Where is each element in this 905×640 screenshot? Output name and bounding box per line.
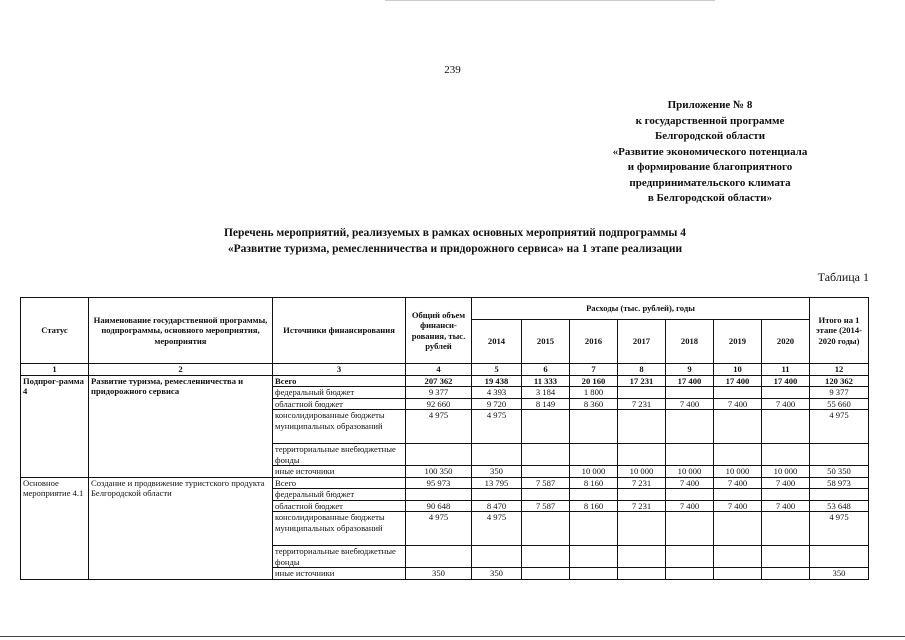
year-cell: 7 400 — [666, 500, 714, 512]
column-number: 2 — [89, 364, 273, 376]
year-cell — [522, 512, 570, 546]
year-cell — [762, 546, 810, 568]
year-cell — [762, 512, 810, 546]
year-cell: 7 231 — [618, 500, 666, 512]
appendix-line: Белгородской области — [654, 130, 766, 142]
year-cell — [522, 466, 570, 478]
year-cell — [666, 444, 714, 466]
year-cell: 7 587 — [522, 477, 570, 489]
year-cell: 9 720 — [472, 398, 522, 410]
total-cell: 207 362 — [406, 375, 472, 387]
year-cell — [570, 410, 618, 444]
stage-cell — [810, 546, 869, 568]
year-cell: 3 184 — [522, 387, 570, 399]
appendix-line: предпринимательского климата — [629, 176, 791, 189]
year-cell — [570, 512, 618, 546]
year-cell — [762, 444, 810, 466]
scan-edge-bottom — [0, 636, 905, 637]
year-cell: 10 000 — [762, 466, 810, 478]
year-cell: 4 393 — [472, 387, 522, 399]
year-cell — [666, 512, 714, 546]
source-cell: консолидированные бюджеты муниципальных образований — [273, 410, 406, 444]
header-name: Наименование государственной программы, подпрограммы, основного мероприятия, мероприятия — [89, 298, 273, 364]
table-row — [21, 477, 869, 489]
year-cell: 10 000 — [570, 466, 618, 478]
year-cell: 8 360 — [570, 398, 618, 410]
year-cell — [666, 387, 714, 399]
header-status: Статус — [21, 298, 89, 364]
stage-cell: 4 975 — [810, 410, 869, 444]
year-cell: 10 000 — [618, 466, 666, 478]
status-cell: Основное мероприятие 4.1 — [21, 477, 89, 579]
total-cell: 350 — [406, 568, 472, 580]
year-cell — [472, 546, 522, 568]
header-stage-total: Итого на 1 этапе (2014-2020 годы) — [810, 298, 869, 364]
total-cell: 92 660 — [406, 398, 472, 410]
year-cell — [714, 489, 762, 501]
column-number-row — [21, 364, 869, 376]
source-cell: федеральный бюджет — [273, 489, 406, 501]
source-cell: консолидированные бюджеты муниципальных образований — [273, 512, 406, 546]
header-year: 2019 — [714, 320, 762, 364]
column-number: 12 — [810, 364, 869, 376]
year-cell: 350 — [472, 568, 522, 580]
name-cell: Развитие туризма, ремесленничества и придорожного сервиса — [89, 375, 273, 477]
stage-cell: 9 377 — [810, 387, 869, 399]
header-year: 2020 — [762, 320, 810, 364]
column-number: 3 — [273, 364, 406, 376]
source-cell: иные источники — [273, 466, 406, 478]
source-cell: иные источники — [273, 568, 406, 580]
year-cell: 350 — [472, 466, 522, 478]
stage-cell: 53 648 — [810, 500, 869, 512]
year-cell: 17 231 — [618, 375, 666, 387]
year-cell — [522, 546, 570, 568]
appendix-line: в Белгородской области» — [647, 192, 773, 204]
status-cell: Подпрог-рамма 4 — [21, 375, 89, 477]
year-cell — [714, 546, 762, 568]
title-line: Перечень мероприятий, реализуемых в рамках основных мероприятий подпрограммы 4 — [223, 227, 687, 239]
source-cell: федеральный бюджет — [273, 387, 406, 399]
year-cell: 8 160 — [570, 477, 618, 489]
stage-cell: 50 350 — [810, 466, 869, 478]
year-cell — [618, 489, 666, 501]
year-cell: 8 149 — [522, 398, 570, 410]
year-cell — [472, 444, 522, 466]
header-year: 2016 — [570, 320, 618, 364]
year-cell: 7 400 — [762, 398, 810, 410]
year-cell — [522, 489, 570, 501]
header-year: 2015 — [522, 320, 570, 364]
year-cell — [762, 387, 810, 399]
source-cell: областной бюджет — [273, 500, 406, 512]
column-number: 5 — [472, 364, 522, 376]
page-number: 239 — [444, 64, 461, 76]
year-cell — [714, 410, 762, 444]
stage-cell: 120 362 — [810, 375, 869, 387]
year-cell: 7 400 — [714, 477, 762, 489]
column-number: 1 — [21, 364, 89, 376]
year-cell: 7 400 — [762, 477, 810, 489]
stage-cell: 350 — [810, 568, 869, 580]
stage-cell: 58 973 — [810, 477, 869, 489]
appendix-line: Приложение № 8 — [667, 99, 753, 111]
column-number: 8 — [618, 364, 666, 376]
year-cell — [570, 444, 618, 466]
column-number: 4 — [406, 364, 472, 376]
year-cell: 7 587 — [522, 500, 570, 512]
source-cell: Всего — [273, 375, 406, 387]
header-expenses: Расходы (тыс. рублей), годы — [472, 298, 810, 320]
year-cell: 7 231 — [618, 477, 666, 489]
column-number: 7 — [570, 364, 618, 376]
total-cell: 100 350 — [406, 466, 472, 478]
appendix-heading — [560, 98, 860, 207]
column-number: 11 — [762, 364, 810, 376]
year-cell — [666, 410, 714, 444]
year-cell: 7 400 — [666, 477, 714, 489]
year-cell — [522, 568, 570, 580]
year-cell — [570, 489, 618, 501]
year-cell: 7 400 — [762, 500, 810, 512]
year-cell — [714, 387, 762, 399]
year-cell: 10 000 — [666, 466, 714, 478]
stage-cell: 55 660 — [810, 398, 869, 410]
year-cell — [618, 546, 666, 568]
column-number: 6 — [522, 364, 570, 376]
year-cell: 8 160 — [570, 500, 618, 512]
year-cell: 17 400 — [666, 375, 714, 387]
year-cell: 7 400 — [714, 500, 762, 512]
column-number: 10 — [714, 364, 762, 376]
stage-cell: 4 975 — [810, 512, 869, 546]
year-cell — [618, 512, 666, 546]
year-cell — [522, 410, 570, 444]
year-cell — [666, 546, 714, 568]
year-cell — [618, 387, 666, 399]
total-cell — [406, 546, 472, 568]
header-year: 2018 — [666, 320, 714, 364]
year-cell: 4 975 — [472, 512, 522, 546]
year-cell — [762, 410, 810, 444]
year-cell: 11 333 — [522, 375, 570, 387]
table-label: Таблица 1 — [817, 270, 869, 284]
year-cell — [666, 568, 714, 580]
year-cell — [618, 410, 666, 444]
year-cell — [570, 546, 618, 568]
appendix-line: «Развитие экономического потенциала — [612, 145, 808, 158]
year-cell — [762, 489, 810, 501]
table-row — [21, 375, 869, 387]
total-cell — [406, 489, 472, 501]
document-title — [100, 225, 810, 257]
header-year: 2017 — [618, 320, 666, 364]
source-cell: Всего — [273, 477, 406, 489]
year-cell — [472, 489, 522, 501]
total-cell: 90 648 — [406, 500, 472, 512]
year-cell — [618, 568, 666, 580]
source-cell: областной бюджет — [273, 398, 406, 410]
year-cell: 17 400 — [714, 375, 762, 387]
title-line: «Развитие туризма, ремесленничества и придорожного сервиса» на 1 этапе реализации — [227, 243, 683, 255]
year-cell — [714, 568, 762, 580]
appendix-line: и формирование благоприятного — [627, 161, 793, 173]
stage-cell — [810, 444, 869, 466]
year-cell: 7 400 — [714, 398, 762, 410]
year-cell: 17 400 — [762, 375, 810, 387]
header-total: Общий объем финанси-рования, тыс. рублей — [406, 298, 472, 364]
year-cell: 10 000 — [714, 466, 762, 478]
appendix-line: к государственной программе — [635, 114, 785, 127]
total-cell: 9 377 — [406, 387, 472, 399]
year-cell — [762, 568, 810, 580]
source-cell: территориальные внебюджетные фонды — [273, 444, 406, 466]
header-year: 2014 — [472, 320, 522, 364]
year-cell — [714, 512, 762, 546]
scan-edge-top — [385, 0, 715, 1]
year-cell: 19 438 — [472, 375, 522, 387]
total-cell: 95 973 — [406, 477, 472, 489]
year-cell — [618, 444, 666, 466]
total-cell — [406, 444, 472, 466]
year-cell: 1 800 — [570, 387, 618, 399]
measures-table — [20, 297, 869, 580]
name-cell: Создание и продвижение туристского продукта Белгородской области — [89, 477, 273, 579]
year-cell: 13 795 — [472, 477, 522, 489]
total-cell: 4 975 — [406, 410, 472, 444]
year-cell: 7 400 — [666, 398, 714, 410]
stage-cell — [810, 489, 869, 501]
year-cell — [714, 444, 762, 466]
year-cell: 20 160 — [570, 375, 618, 387]
year-cell — [666, 489, 714, 501]
header-sources: Источники финансирования — [273, 298, 406, 364]
total-cell: 4 975 — [406, 512, 472, 546]
source-cell: территориальные внебюджетные фонды — [273, 546, 406, 568]
year-cell — [570, 568, 618, 580]
year-cell — [522, 444, 570, 466]
year-cell: 8 470 — [472, 500, 522, 512]
year-cell: 7 231 — [618, 398, 666, 410]
year-cell: 4 975 — [472, 410, 522, 444]
column-number: 9 — [666, 364, 714, 376]
